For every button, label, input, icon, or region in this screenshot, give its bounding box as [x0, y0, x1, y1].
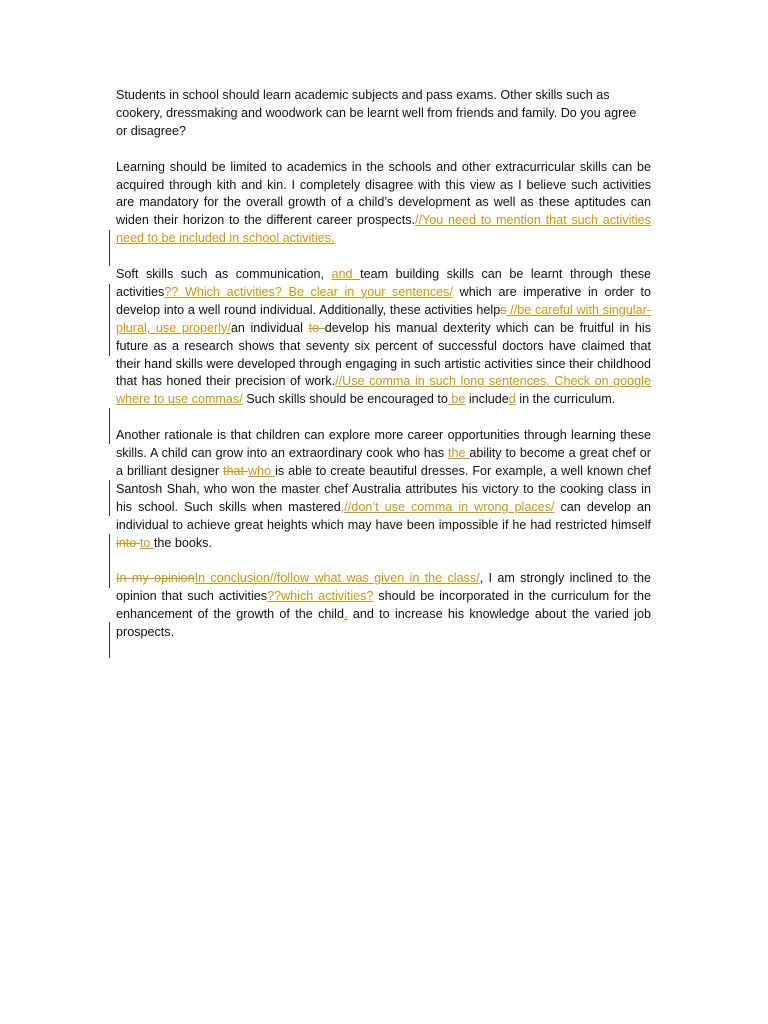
- change-bar: [109, 534, 110, 588]
- reviewer-comment: In conclusion//follow what was given in the class/: [194, 571, 480, 586]
- body-text: Another rationale is that children can explore more career opportunities through learning these skills. A child can grow into an extraordinary cook who has: [116, 428, 651, 461]
- inserted-text: to: [139, 535, 154, 550]
- essay-body: [116, 87, 651, 660]
- inserted-text: the: [447, 446, 470, 461]
- deleted-text: s: [500, 302, 507, 317]
- paragraph-introduction: [116, 159, 651, 249]
- essay-prompt: Students in school should learn academic subjects and pass exams. Other skills such as cookery, dressmaking and woodwork can be learnt well from friends and family. Do you agree or disagree?: [116, 88, 637, 138]
- body-text: is able to create beautiful dresses. For example, a well known chef Santosh Shah, who won the master chef Australia attributes his victory to the cooking class in his school. Such skills when mastered: [116, 463, 651, 514]
- deleted-text: into: [116, 535, 140, 550]
- body-text: in the curriculum.: [515, 392, 616, 407]
- deleted-text: In my opinion: [116, 571, 195, 586]
- body-text: Soft skills such as communication,: [116, 267, 332, 282]
- reviewer-comment: ??which activities?: [267, 589, 374, 604]
- change-bar: [109, 480, 110, 516]
- deleted-text: that: [223, 463, 248, 478]
- body-text: which are imperative in order to develop into a well round individual. Additionally, these activities help: [116, 284, 651, 317]
- inserted-text: and: [331, 267, 361, 282]
- body-text: Learning should be limited to academics in the schools and other extracurricular skills can be acquired through kith and kin. I completely disagree with this view as I believe such activities are mandatory for the overall growth of a child’s development as well as these aptitudes can widen their horizon to the different career prospects.: [116, 159, 651, 228]
- body-text: should be incorporated in the curriculum for the enhancement of the growth of the child: [116, 589, 651, 622]
- paragraph-career-opportunities: [116, 427, 651, 552]
- body-text: an individual: [230, 320, 309, 335]
- reviewer-comment: ,//don’t use comma in wrong places/: [340, 499, 555, 514]
- inserted-text: ,: [344, 607, 348, 622]
- reviewer-comment: //be careful with singular-plural, use properly/: [116, 302, 651, 335]
- change-bar: [109, 408, 110, 444]
- body-text: , I am strongly inclined to the opinion that such activities: [116, 571, 651, 604]
- deleted-text: to: [308, 320, 325, 335]
- body-text: ability to become a great chef or a brilliant designer: [116, 446, 651, 478]
- reviewer-comment: ?? Which activities? Be clear in your sentences/: [164, 284, 453, 299]
- change-bar: [109, 230, 110, 266]
- inserted-text: d: [508, 392, 516, 407]
- reviewer-comment: //You need to mention that such activities need to be included in school activities.: [116, 213, 651, 246]
- paragraph-conclusion: [116, 570, 651, 642]
- body-text: and to increase his knowledge about the varied job prospects.: [116, 607, 651, 640]
- body-text: include: [465, 392, 509, 407]
- change-bar: [109, 622, 110, 658]
- change-bar: [109, 284, 110, 356]
- paragraph-soft-skills: [116, 266, 651, 409]
- body-text: can develop an individual to achieve great heights which may have been impossible if he had restricted himself: [116, 499, 651, 532]
- body-text: team building skills can be learnt through these activities: [116, 267, 652, 299]
- inserted-text: be: [447, 392, 466, 407]
- body-text: Such skills should be encouraged to: [242, 392, 448, 407]
- body-text: develop his manual dexterity which can be fruitful in his future as a research shows that seventy six percent of successful doctors have claimed that their hand skills were developed through engaging in such artistic activities since their childhood that has honed their precision of work.: [116, 320, 652, 389]
- inserted-text: who: [248, 463, 276, 478]
- reviewer-comment: //Use comma in such long sentences. Check on google where to use commas/: [116, 374, 651, 407]
- body-text: the books.: [153, 535, 212, 550]
